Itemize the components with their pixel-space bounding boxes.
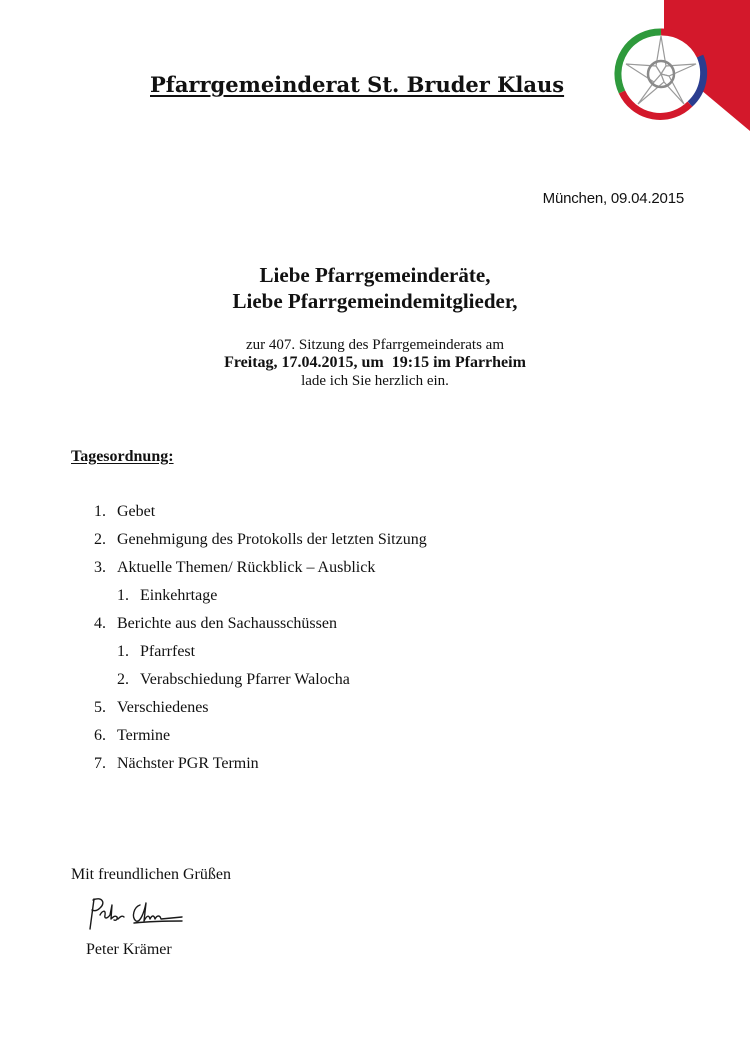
list-item-number: 1. xyxy=(117,587,129,604)
page-title: Pfarrgemeinderat St. Bruder Klaus xyxy=(150,72,565,97)
list-item xyxy=(0,726,750,754)
list-item-number: 1. xyxy=(117,643,129,660)
greeting-line: Liebe Pfarrgemeindemitglieder, xyxy=(232,289,518,313)
invitation-line: zur 407. Sitzung des Pfarrgemeinderats am xyxy=(246,337,504,353)
list-item-number: 7. xyxy=(94,755,106,772)
list-item-number: 6. xyxy=(94,727,106,744)
list-item-number: 3. xyxy=(94,559,106,576)
list-item xyxy=(0,558,750,586)
greeting xyxy=(0,262,750,314)
sub-list-item xyxy=(0,586,750,614)
list-item-number: 2. xyxy=(117,671,129,688)
list-item-text: Nächster PGR Termin xyxy=(117,755,259,772)
list-item xyxy=(0,614,750,642)
list-item-text: Verschiedenes xyxy=(117,699,209,716)
list-item-text: Verabschiedung Pfarrer Walocha xyxy=(140,671,350,688)
list-item-text: Aktuelle Themen/ Rückblick – Ausblick xyxy=(117,559,376,576)
list-item xyxy=(0,530,750,558)
list-item-text: Berichte aus den Sachausschüssen xyxy=(117,615,337,632)
list-item-number: 5. xyxy=(94,699,106,716)
parish-compass-logo-icon xyxy=(612,0,750,132)
list-item xyxy=(0,502,750,530)
invitation-text xyxy=(0,336,750,390)
list-item xyxy=(0,698,750,726)
greeting-line: Liebe Pfarrgemeinderäte, xyxy=(259,263,491,287)
sub-list-item xyxy=(0,670,750,698)
letter-date: München, 09.04.2015 xyxy=(542,190,684,207)
agenda-list xyxy=(0,502,750,782)
signer-name: Peter Krämer xyxy=(86,941,172,958)
list-item-text: Gebet xyxy=(117,503,156,520)
list-item-number: 2. xyxy=(94,531,106,548)
list-item-text: Genehmigung des Protokolls der letzten Sitzung xyxy=(117,531,427,548)
list-item-text: Einkehrtage xyxy=(140,587,218,604)
agenda-heading: Tagesordnung: xyxy=(71,448,174,465)
list-item-number: 1. xyxy=(94,503,106,520)
list-item-text: Pfarrfest xyxy=(140,643,196,660)
sub-list-item xyxy=(0,642,750,670)
list-item xyxy=(0,754,750,782)
list-item-number: 4. xyxy=(94,615,106,632)
closing-salutation: Mit freundlichen Grüßen xyxy=(71,866,231,883)
meeting-date-time: Freitag, 17.04.2015, um 19:15 im Pfarrheim xyxy=(224,354,526,371)
handwritten-signature-icon xyxy=(84,893,194,939)
list-item-text: Termine xyxy=(117,727,171,744)
invitation-line: lade ich Sie herzlich ein. xyxy=(301,373,449,389)
